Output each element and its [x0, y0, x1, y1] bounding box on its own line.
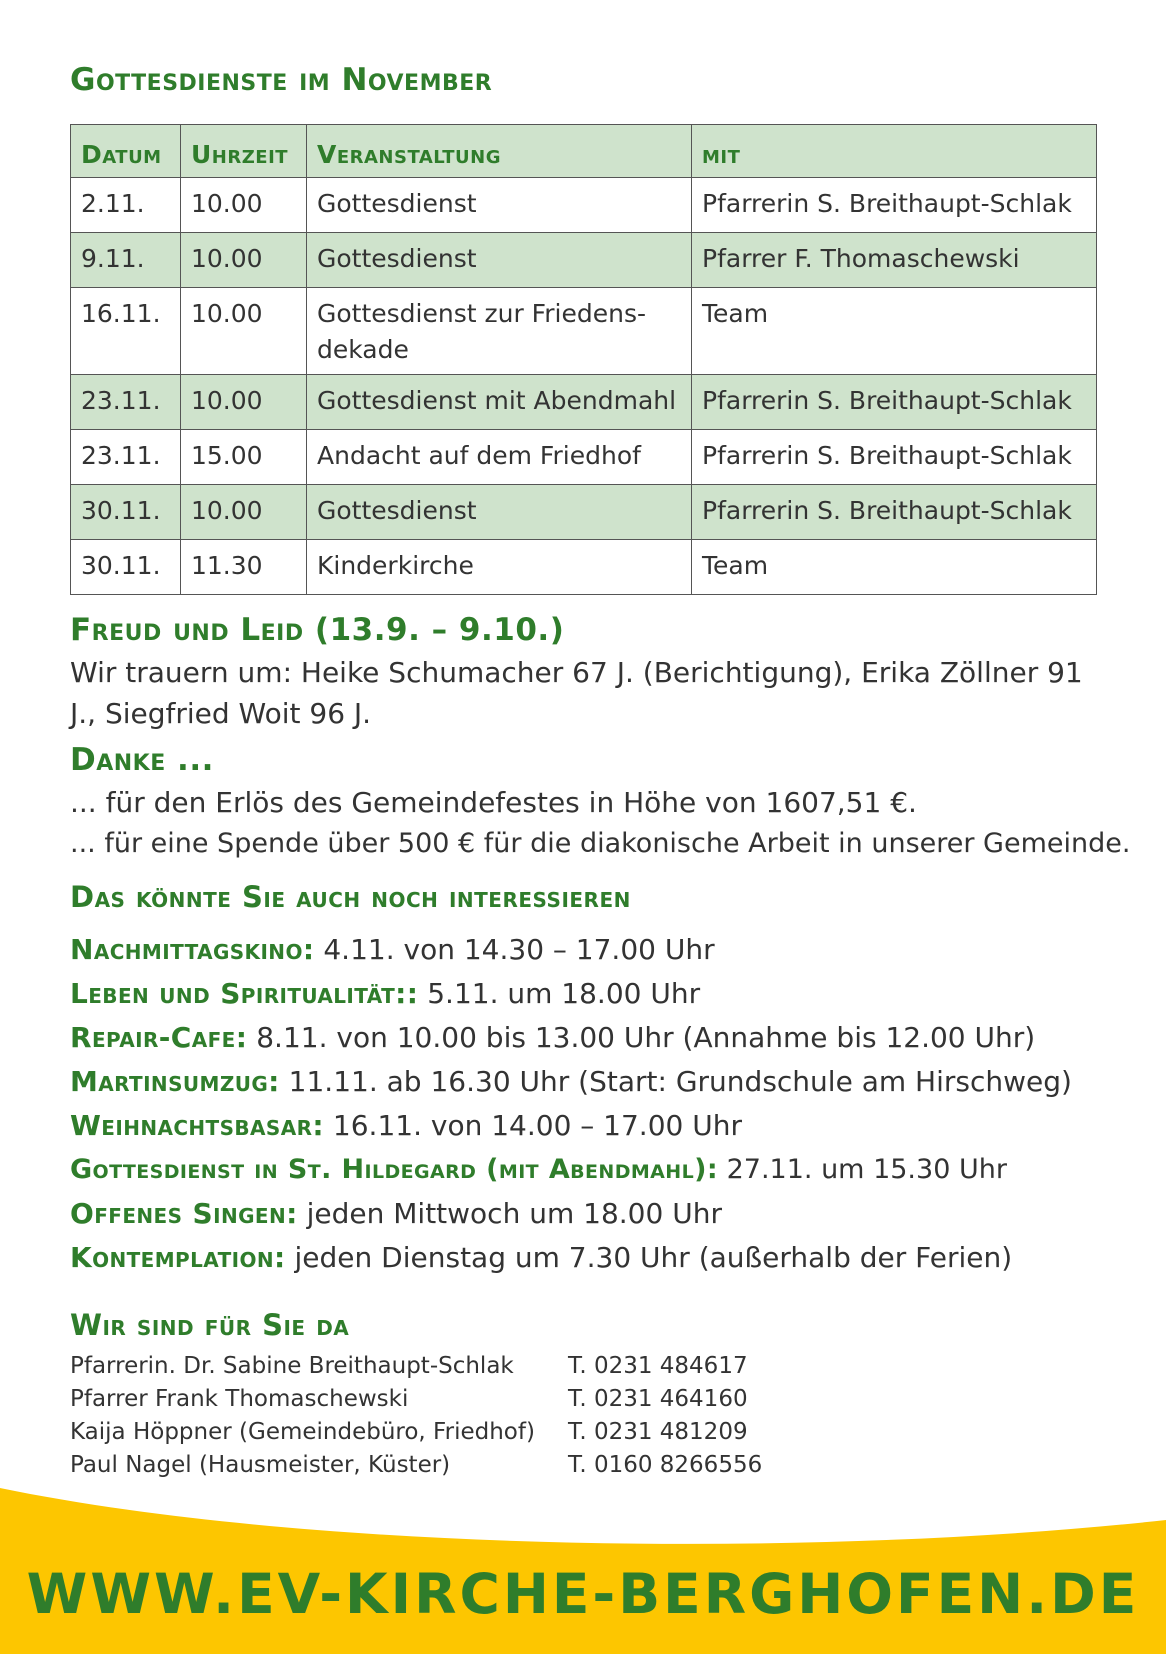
cell-event: Gottesdienst [307, 233, 692, 288]
table-row [71, 430, 1097, 485]
event-text: 16.11. von 14.00 – 17.00 Uhr [324, 1109, 742, 1142]
contact-name: Kaija Höppner (Gemeindebüro, Friedhof) [70, 1419, 535, 1445]
cell-date: 30.11. [71, 485, 181, 540]
cell-with: Pfarrerin S. Breithaupt-Schlak [692, 430, 1097, 485]
cell-time: 10.00 [181, 375, 307, 430]
services-heading: Gottesdienste im November [70, 62, 493, 98]
cell-date: 2.11. [71, 178, 181, 233]
contact-phone: T. 0231 481209 [568, 1419, 748, 1445]
services-header-row [71, 125, 1097, 178]
interest-heading: Das könnte Sie auch noch interessieren [70, 880, 631, 914]
event-label: Weihnachtsbasar: [70, 1109, 325, 1142]
list-item [70, 928, 1072, 972]
table-row [71, 233, 1097, 288]
cell-with: Pfarrerin S. Breithaupt-Schlak [692, 485, 1097, 540]
list-item [70, 1148, 1072, 1192]
cell-date: 23.11. [71, 430, 181, 485]
cell-time: 15.00 [181, 430, 307, 485]
cell-time: 10.00 [181, 233, 307, 288]
table-row [71, 288, 1097, 375]
contact-phone: T. 0231 484617 [568, 1353, 748, 1379]
event-text: 11.11. ab 16.30 Uhr (Start: Grundschule am Hirschweg) [279, 1065, 1072, 1098]
list-item [70, 1016, 1072, 1060]
cell-time: 11.30 [181, 540, 307, 595]
contacts-list [70, 1350, 762, 1482]
cell-with: Pfarrerin S. Breithaupt-Schlak [692, 178, 1097, 233]
list-item [70, 972, 1072, 1016]
freud-leid-text: Wir trauern um: Heike Schumacher 67 J. (Berichtigung), Erika Zöllner 91 J., Siegfried Woit 96 J. [70, 656, 1083, 730]
list-item [70, 1350, 762, 1383]
contact-name: Paul Nagel (Hausmeister, Küster) [70, 1452, 451, 1478]
contact-name: Pfarrerin. Dr. Sabine Breithaupt-Schlak [70, 1353, 514, 1379]
list-item [70, 1449, 762, 1482]
event-label: Repair-Cafe: [70, 1021, 248, 1054]
event-text: 27.11. um 15.30 Uhr [718, 1154, 1007, 1185]
table-row [71, 178, 1097, 233]
danke-heading: Danke ... [70, 742, 214, 778]
contact-name: Pfarrer Frank Thomaschewski [70, 1386, 409, 1412]
cell-date: 30.11. [71, 540, 181, 595]
list-item [70, 1236, 1072, 1280]
cell-time: 10.00 [181, 485, 307, 540]
cell-event: Gottesdienst [307, 485, 692, 540]
list-item [70, 1104, 1072, 1148]
cell-with: Pfarrerin S. Breithaupt-Schlak [692, 375, 1097, 430]
event-text: jeden Dienstag um 7.30 Uhr (außerhalb der Ferien) [285, 1241, 1013, 1274]
event-text: 8.11. von 10.00 bis 13.00 Uhr (Annahme bis 12.00 Uhr) [247, 1021, 1036, 1054]
event-label: Gottesdienst in St. Hildegard (mit Abendmahl): [70, 1154, 719, 1185]
event-label: Nachmittagskino: [70, 933, 315, 966]
danke-line-1: ... für den Erlös des Gemeindefestes in Höhe von 1607,51 €. [70, 786, 917, 819]
list-item [70, 1383, 762, 1416]
cell-date: 9.11. [71, 233, 181, 288]
cell-event: Gottesdienst [307, 178, 692, 233]
cell-time: 10.00 [181, 288, 307, 375]
cell-with: Team [692, 288, 1097, 375]
event-label: Kontemplation: [70, 1241, 286, 1274]
list-item [70, 1416, 762, 1449]
cell-event: Andacht auf dem Friedhof [307, 430, 692, 485]
col-header-uhrzeit: Uhrzeit [181, 125, 307, 178]
contact-phone: T. 0231 464160 [568, 1386, 748, 1412]
contacts-heading: Wir sind für Sie da [70, 1308, 350, 1342]
website-url: WWW.EV-KIRCHE-BERGHOFEN.DE [26, 1562, 1140, 1626]
event-text: 5.11. um 18.00 Uhr [418, 977, 701, 1010]
cell-event: Gottesdienst zur Friedens-dekade [307, 288, 692, 375]
event-label: Offenes Singen: [70, 1197, 298, 1230]
cell-date: 16.11. [71, 288, 181, 375]
cell-event: Gottesdienst mit Abendmahl [307, 375, 692, 430]
col-header-datum: Datum [71, 125, 181, 178]
col-header-mit: mit [692, 125, 1097, 178]
list-item [70, 1060, 1072, 1104]
freud-leid-heading: Freud und Leid (13.9. – 9.10.) [70, 612, 565, 648]
danke-line-2: ... für eine Spende über 500 € für die diakonische Arbeit in unserer Gemeinde. [70, 828, 1131, 859]
cell-event: Kinderkirche [307, 540, 692, 595]
col-header-veranstaltung: Veranstaltung [307, 125, 692, 178]
cell-with: Pfarrer F. Thomaschewski [692, 233, 1097, 288]
event-label: Leben und Spiritualität:: [70, 977, 419, 1010]
cell-date: 23.11. [71, 375, 181, 430]
event-label: Martinsumzug: [70, 1065, 280, 1098]
table-row [71, 485, 1097, 540]
cell-with: Team [692, 540, 1097, 595]
interest-list [70, 928, 1072, 1280]
event-text: jeden Mittwoch um 18.00 Uhr [297, 1197, 722, 1230]
cell-time: 10.00 [181, 178, 307, 233]
table-row [71, 375, 1097, 430]
list-item [70, 1192, 1072, 1236]
event-text: 4.11. von 14.30 – 17.00 Uhr [314, 933, 715, 966]
services-table [70, 124, 1097, 595]
contact-phone: T. 0160 8266556 [568, 1452, 763, 1478]
table-row [71, 540, 1097, 595]
